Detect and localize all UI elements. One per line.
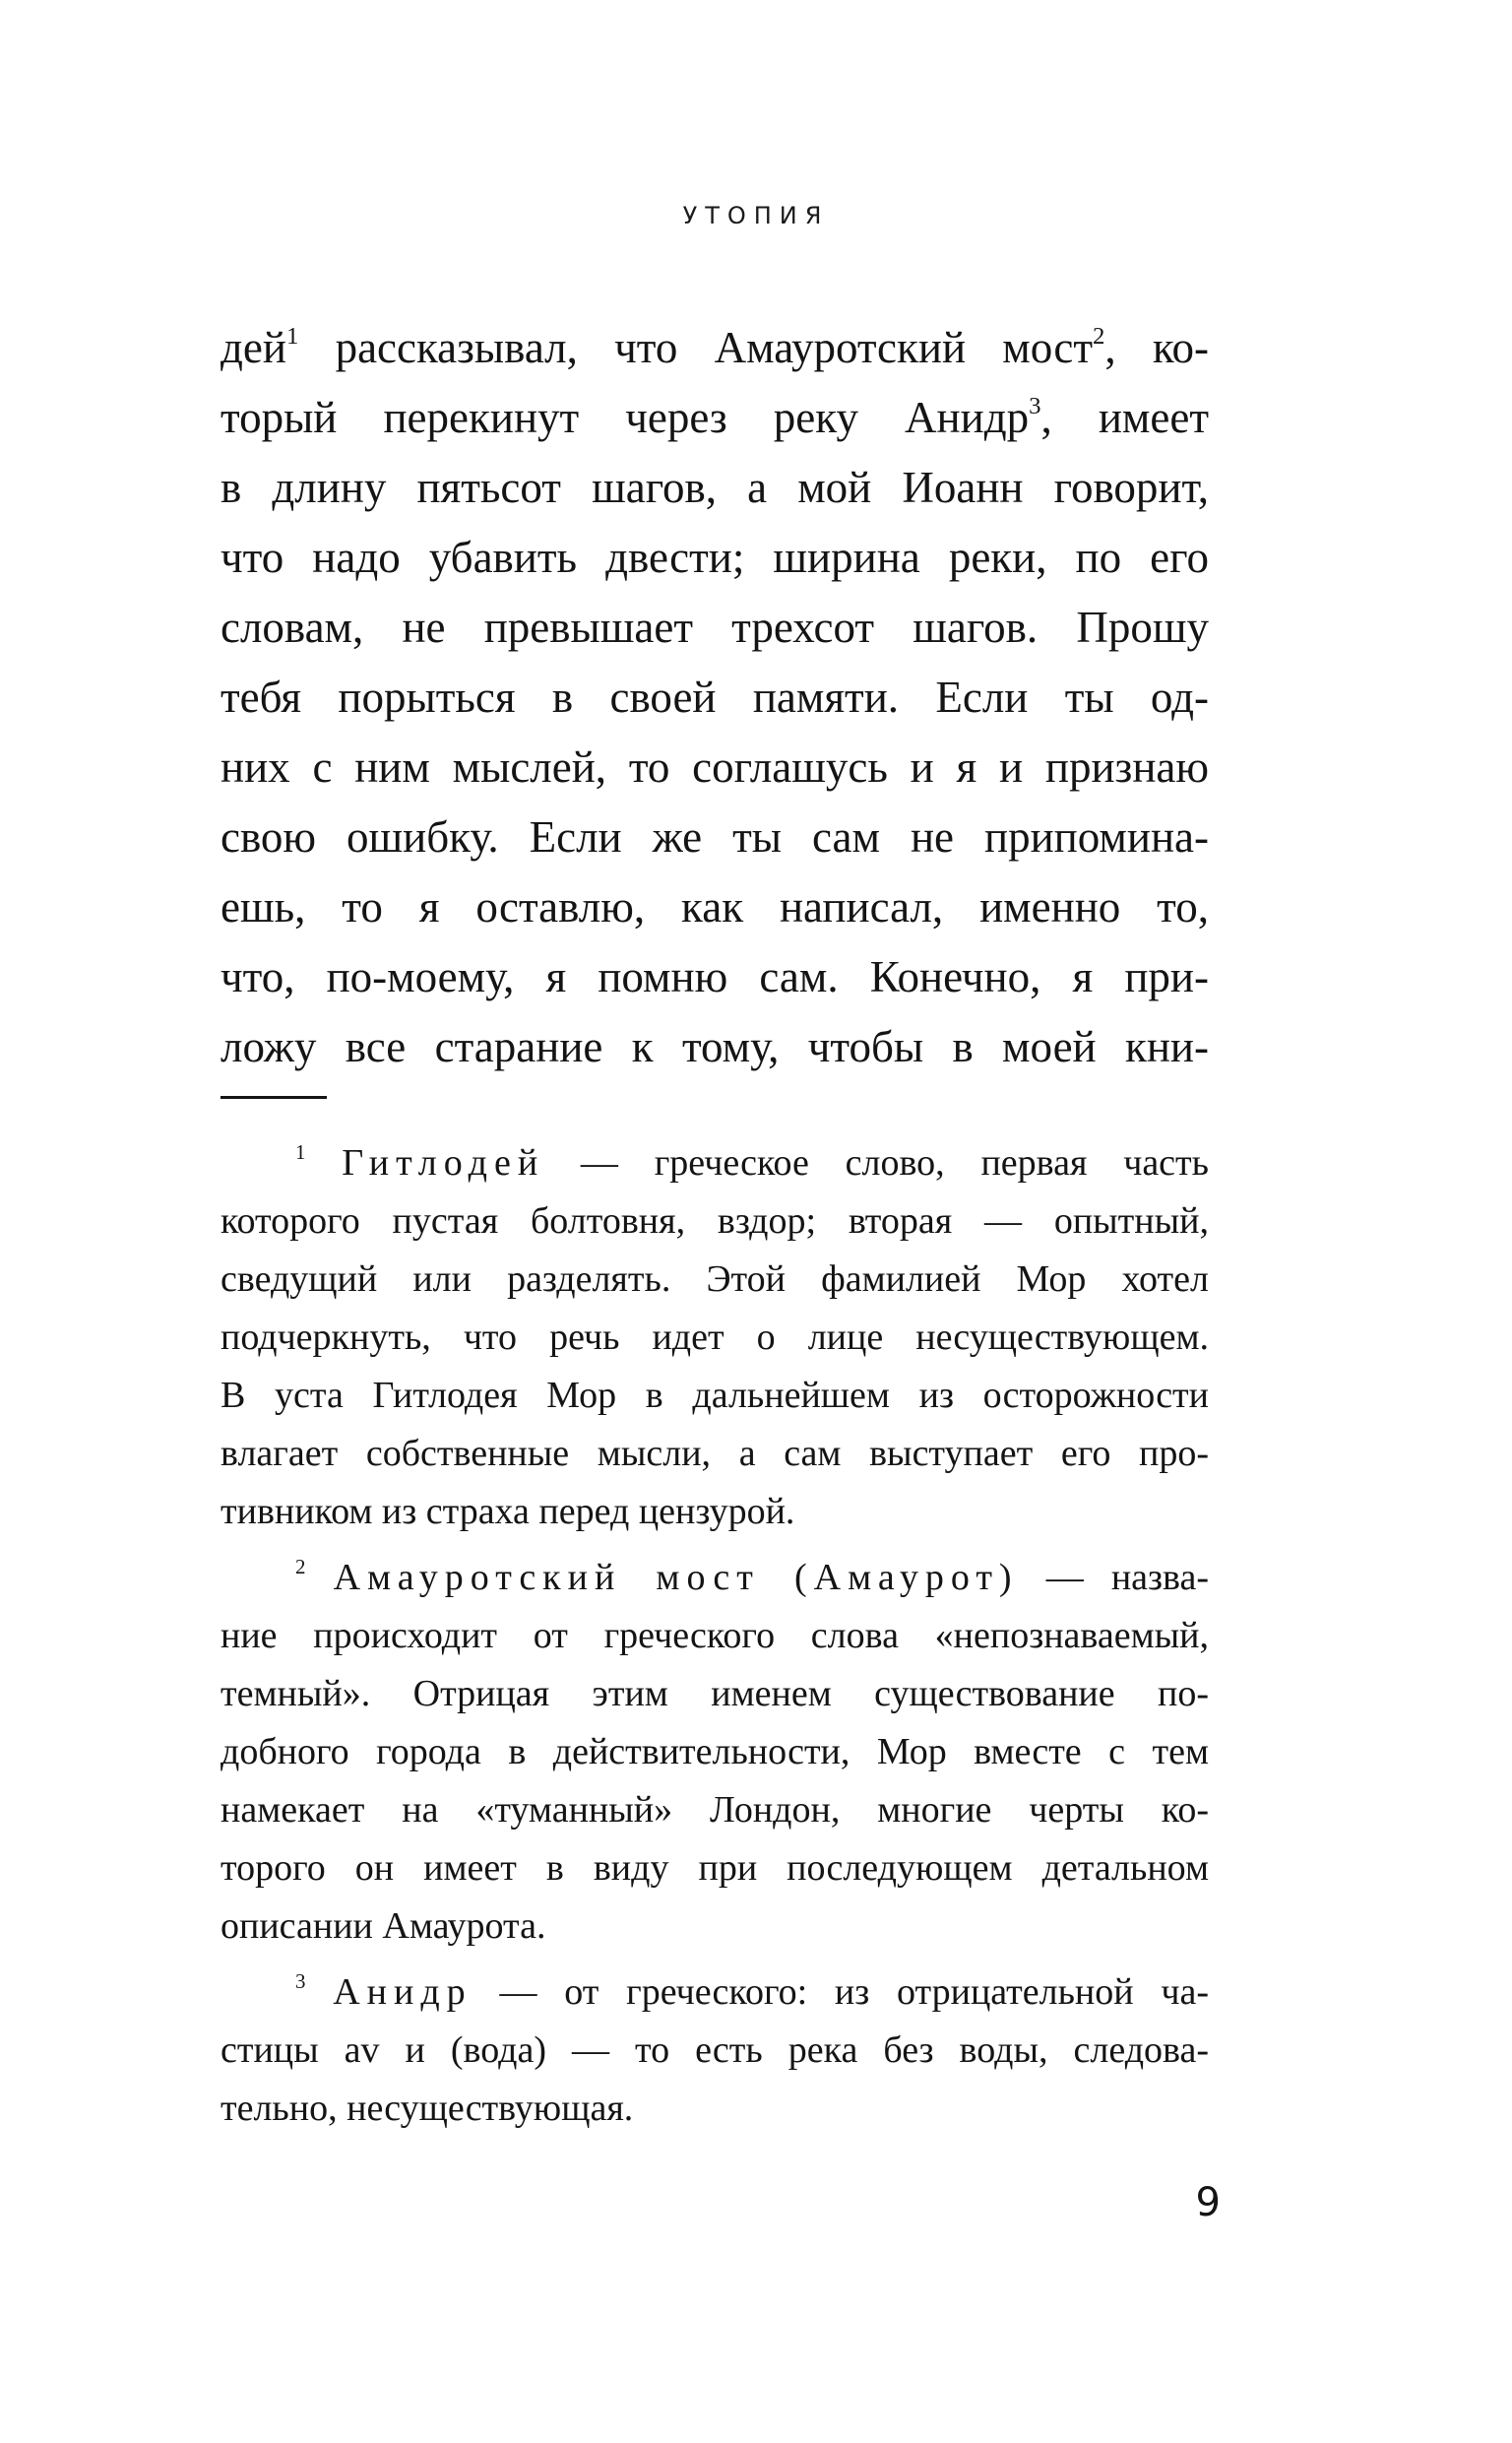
body-line: тебя порыться в своей памяти. Если ты од- xyxy=(220,673,1209,722)
body-line: в длину пятьсот шагов, а мой Иоанн говорит, xyxy=(220,463,1209,512)
body-line: ешь, то я оставлю, как написал, именно то, xyxy=(220,882,1209,932)
footnote-line: $^3$ Анидр — от греческого: из отрицательной ча- xyxy=(295,1969,1210,2013)
footnote-1 xyxy=(220,1134,1209,1541)
footnote-2 xyxy=(220,1549,1209,1956)
footnote-line: тивником из страха перед цензурой. xyxy=(220,1491,795,1532)
body-line: торый перекинут через реку Анидр$^3$, имеет xyxy=(220,393,1209,442)
footnote-line: торого он имеет в виду при последующем детальном xyxy=(220,1847,1209,1889)
footnote-ref-1[interactable]: 1 xyxy=(285,323,299,351)
body-line: что, по-моему, я помню сам. Конечно, я при- xyxy=(220,952,1209,1001)
footnote-term: Амауротский мост (Амаурот) xyxy=(333,1557,1019,1598)
footnote-term: Гитлодей xyxy=(342,1142,545,1184)
footnote-3 xyxy=(220,1963,1209,2138)
running-head: УТОПИЯ xyxy=(682,202,830,229)
page-number: 9 xyxy=(1195,2180,1221,2225)
footnote-line: В уста Гитлодея Мор в дальнейшем из осторожности xyxy=(220,1375,1209,1416)
body-line: словам, не превышает трехсот шагов. Прошу xyxy=(220,603,1209,652)
footnote-separator xyxy=(220,1096,327,1099)
footnote-line: сведущий или разделять. Этой фамилией Мор хотел xyxy=(220,1258,1209,1300)
footnote-line: $^1$ Гитлодей — греческое слово, первая часть xyxy=(295,1140,1209,1184)
footnote-line: намекает на «туманный» Лондон, многие черты ко- xyxy=(220,1789,1209,1831)
footnote-line: которого пустая болтовня, вздор; вторая — опытный, xyxy=(220,1200,1209,1242)
footnote-line: темный». Отрицая этим именем существование по- xyxy=(220,1673,1209,1714)
body-line: них с ним мыслей, то соглашусь и я и признаю xyxy=(220,742,1209,792)
footnote-ref-2[interactable]: 2 xyxy=(1093,323,1105,351)
body-text xyxy=(220,313,1209,1082)
footnote-line: тельно, несуществующая. xyxy=(220,2088,634,2129)
footnote-line: $^2$ Амауротский мост (Амаурот) — назва- xyxy=(295,1555,1209,1598)
body-line: ложу все старание к тому, чтобы в моей кни- xyxy=(220,1022,1209,1071)
footnote-number: 2 xyxy=(295,1555,306,1579)
footnote-number: 3 xyxy=(295,1969,306,1994)
footnotes xyxy=(220,1134,1209,2138)
body-line: свою ошибку. Если же ты сам не припомина- xyxy=(220,812,1209,862)
footnote-line: ние происходит от греческого слова «непознаваемый, xyxy=(220,1615,1209,1656)
body-line: что надо убавить двести; ширина реки, по его xyxy=(220,533,1209,582)
footnote-line: влагает собственные мысли, а сам выступает его про- xyxy=(220,1433,1209,1474)
footnote-ref-3[interactable]: 3 xyxy=(1029,393,1041,420)
footnote-line: подчеркнуть, что речь идет о лице несуществующем. xyxy=(220,1317,1209,1358)
footnote-line: описании Амаурота. xyxy=(220,1905,546,1947)
footnote-line: добного города в действительности, Мор вместе с тем xyxy=(220,1731,1209,1772)
footnote-number: 1 xyxy=(295,1140,306,1165)
footnote-term: Анидр xyxy=(333,1971,472,2013)
footnote-line: стицы av и (вода) — то есть река без воды, следова- xyxy=(220,2029,1209,2071)
body-line: дей$^1$ рассказывал, что Амауротский мост$^2$, ко- xyxy=(220,323,1209,372)
